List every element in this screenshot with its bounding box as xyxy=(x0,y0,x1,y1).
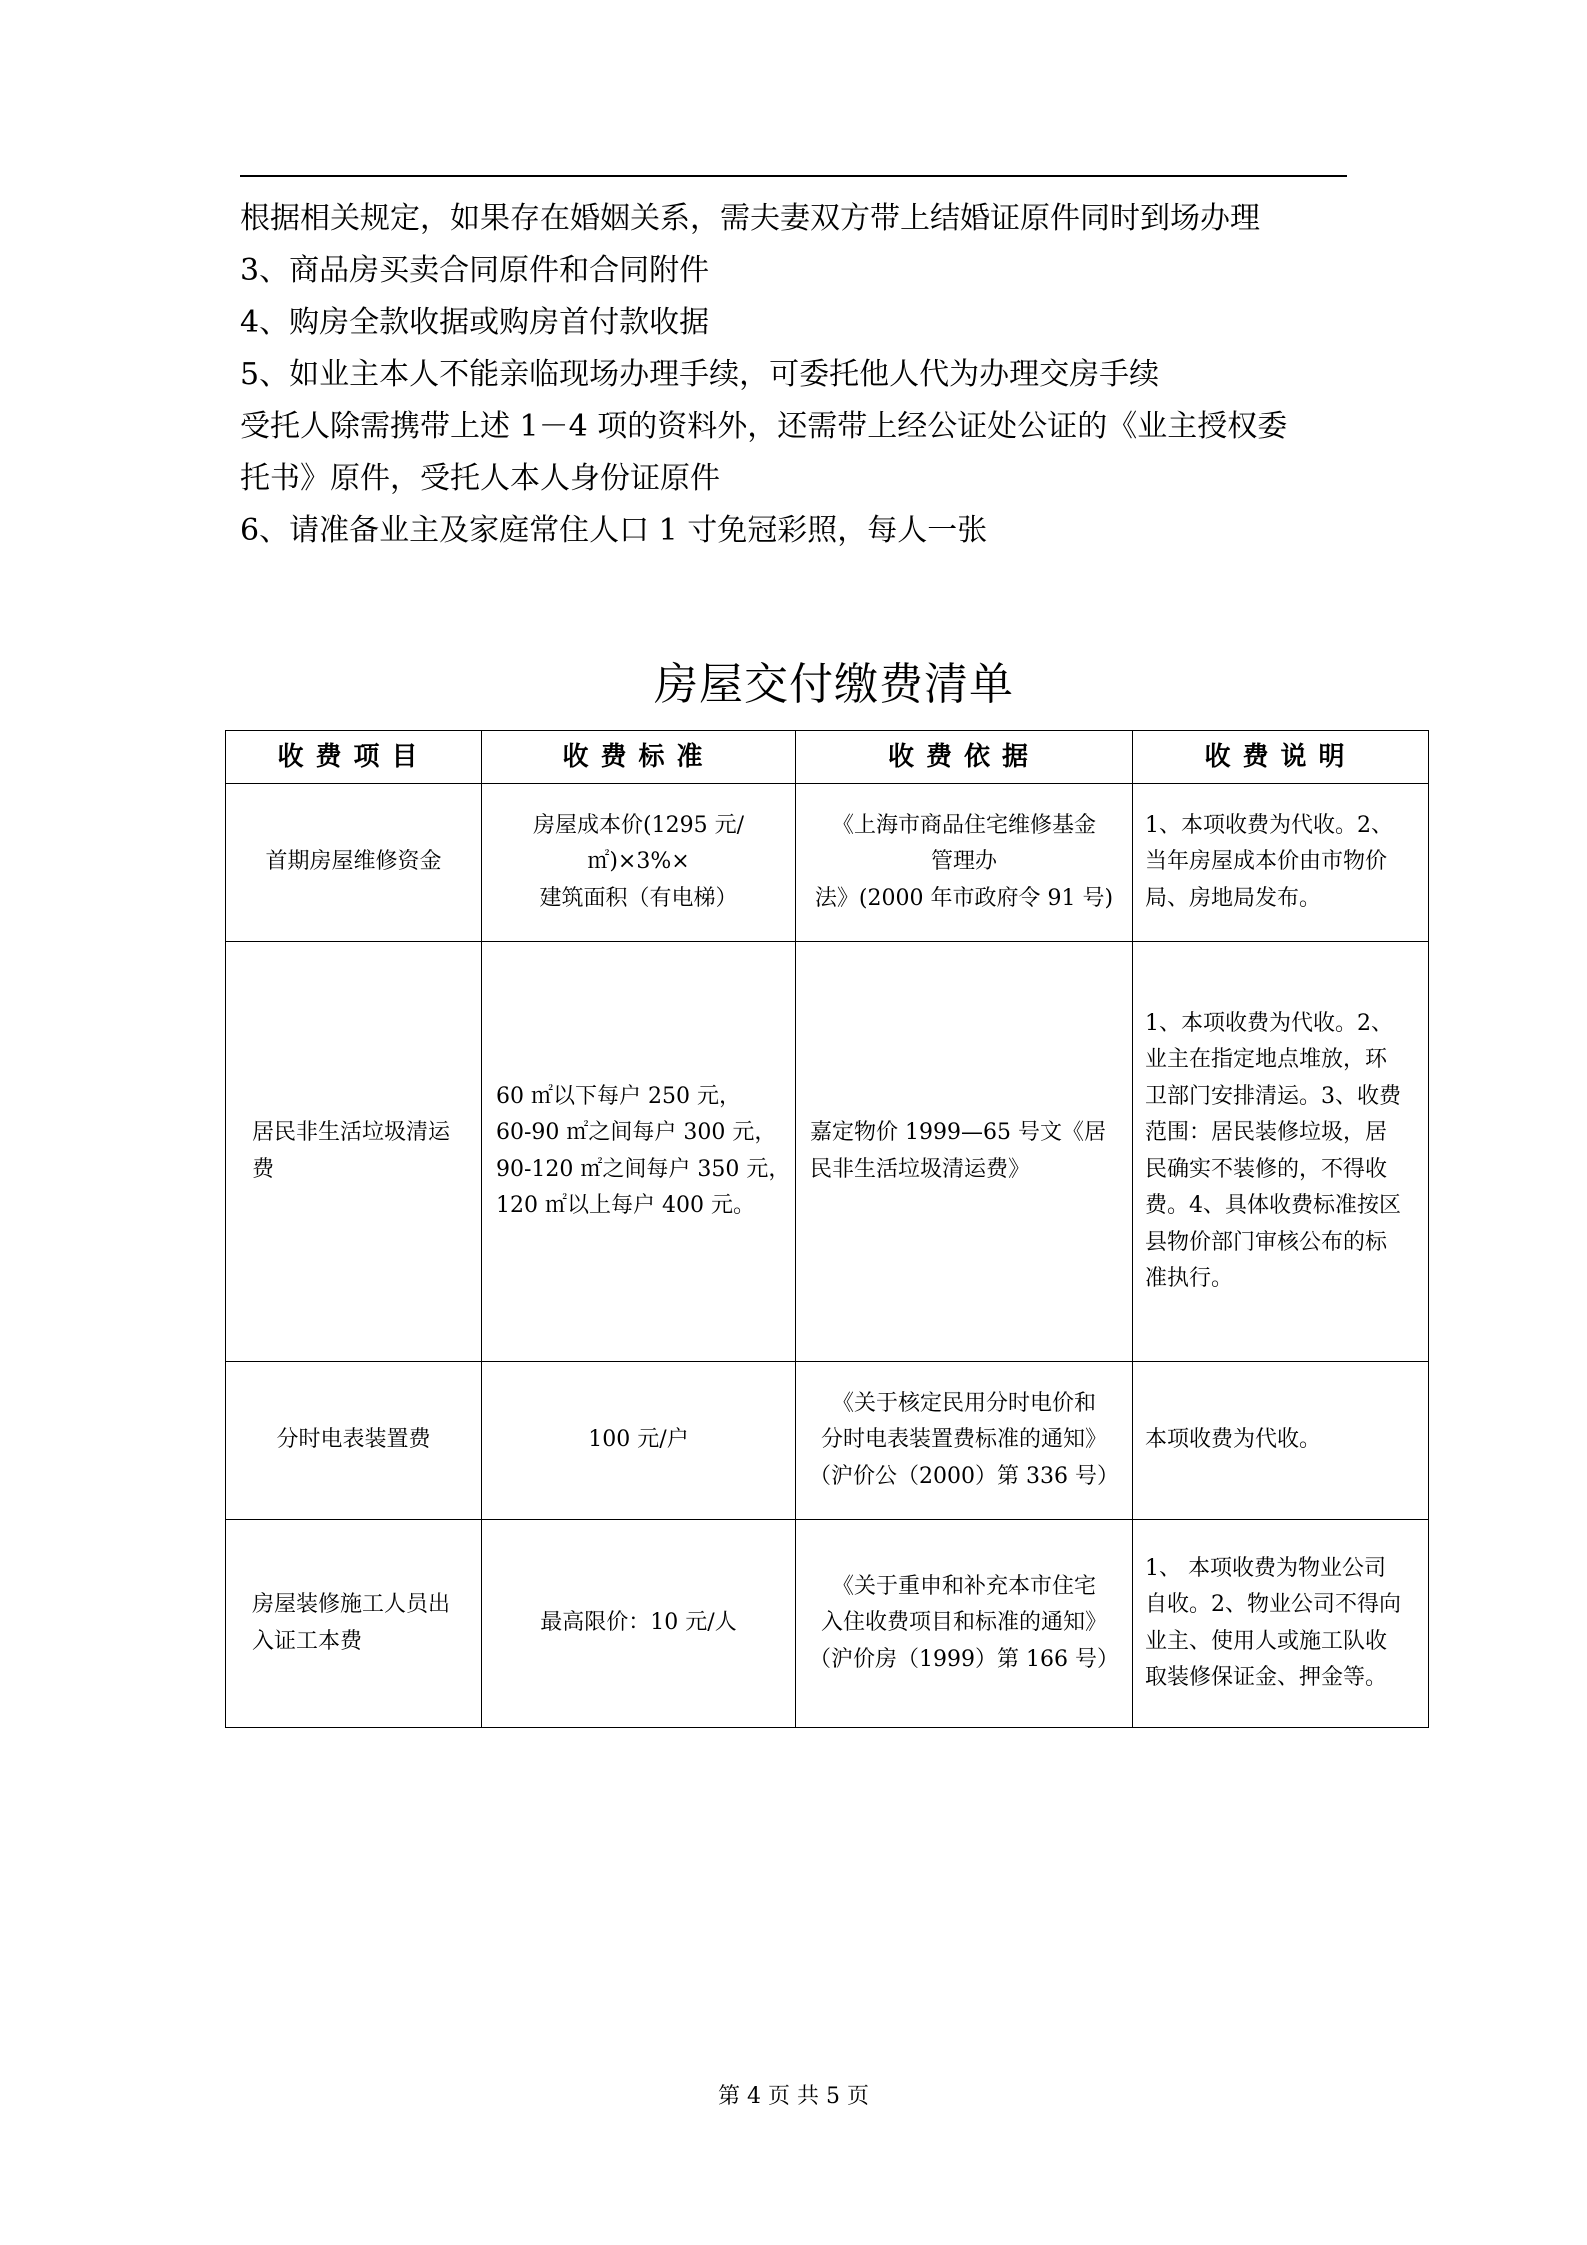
cell-fee-note xyxy=(1133,1362,1429,1520)
cell-line: 当年房屋成本价由市物价 xyxy=(1145,849,1388,875)
header-rule xyxy=(240,175,1347,177)
cell-line: 60-90 ㎡之间每户 300 元， xyxy=(496,1120,777,1145)
cell-line: 1、本项收费为代收。2、 xyxy=(1145,1010,1393,1036)
table-header-row xyxy=(226,731,1429,784)
cell-line: 《上海市商品住宅维修基金 xyxy=(831,812,1096,838)
paragraph-line: 4、购房全款收据或购房首付款收据 xyxy=(240,305,710,340)
cell-line: 费。4、具体收费标准按区 xyxy=(1145,1193,1401,1218)
cell-fee-item xyxy=(226,784,482,942)
cell-line: 100 元/户 xyxy=(588,1427,689,1453)
cell-line: 分时电表装置费 xyxy=(276,1427,431,1453)
cell-line: 业主、使用人或施工队收 xyxy=(1145,1628,1388,1654)
paragraph-line: 6、请准备业主及家庭常住人口 1 寸免冠彩照，每人一张 xyxy=(240,513,988,548)
cell-line: 本项收费为代收。 xyxy=(1145,1427,1322,1453)
paragraph-line: 托书》原件，受托人本人身份证原件 xyxy=(240,461,720,496)
cell-line: 卫部门安排清运。3、收费 xyxy=(1145,1083,1401,1109)
cell-line: 最高限价：10 元/人 xyxy=(540,1610,737,1636)
cell-fee-item xyxy=(226,1362,482,1520)
header-fee-standard: 收费标准 xyxy=(482,731,796,784)
cell-fee-note xyxy=(1133,1520,1429,1728)
cell-line: 居民非生活垃圾清运 xyxy=(252,1120,451,1145)
cell-fee-item xyxy=(226,942,482,1362)
cell-fee-basis xyxy=(796,784,1133,942)
cell-line: 1、 本项收费为物业公司 xyxy=(1145,1555,1386,1581)
cell-fee-basis xyxy=(796,1520,1133,1728)
cell-line: 入住收费项目和标准的通知》 xyxy=(820,1610,1107,1636)
cell-line: 县物价部门审核公布的标 xyxy=(1145,1229,1388,1255)
table-row xyxy=(226,1362,1429,1520)
table-row xyxy=(226,942,1429,1362)
cell-fee-note xyxy=(1133,942,1429,1362)
cell-line: 分时电表装置费标准的通知》 xyxy=(820,1427,1107,1453)
cell-fee-standard xyxy=(482,1520,796,1728)
table-row xyxy=(226,1520,1429,1728)
cell-line: 费 xyxy=(252,1156,275,1182)
cell-line: （沪价公（2000）第 336 号） xyxy=(809,1463,1119,1489)
cell-line: 房屋成本价(1295 元/ xyxy=(533,812,744,838)
cell-line: 《关于核定民用分时电价和 xyxy=(831,1390,1096,1416)
cell-fee-basis xyxy=(796,942,1133,1362)
cell-line: 60 ㎡以下每户 250 元， xyxy=(496,1083,741,1109)
cell-fee-note xyxy=(1133,784,1429,942)
cell-line: 取装修保证金、押金等。 xyxy=(1145,1665,1388,1690)
fee-table xyxy=(225,730,1429,1728)
header-fee-item: 收费项目 xyxy=(226,731,482,784)
table-row xyxy=(226,784,1429,942)
cell-line: ㎡)×3%× xyxy=(587,849,690,875)
paragraph-line: 根据相关规定，如果存在婚姻关系，需夫妻双方带上结婚证原件同时到场办理 xyxy=(240,201,1260,236)
cell-line: 范围：居民装修垃圾，居 xyxy=(1145,1120,1388,1145)
cell-line: 90-120 ㎡之间每户 350 元， xyxy=(496,1156,791,1182)
cell-line: 民确实不装修的，不得收 xyxy=(1145,1156,1388,1182)
cell-line: 嘉定物价 1999—65 号文《居 xyxy=(810,1120,1106,1145)
cell-fee-item xyxy=(226,1520,482,1728)
cell-line: 准执行。 xyxy=(1145,1266,1234,1291)
cell-line: 局、房地局发布。 xyxy=(1145,885,1322,911)
cell-line: 1、本项收费为代收。2、 xyxy=(1145,812,1393,838)
header-fee-basis: 收费依据 xyxy=(796,731,1133,784)
cell-line: 业主在指定地点堆放，环 xyxy=(1145,1047,1388,1072)
requirements-list xyxy=(240,193,1350,557)
cell-line: 管理办 xyxy=(930,849,997,875)
cell-line: 入证工本费 xyxy=(252,1628,363,1654)
cell-fee-basis xyxy=(796,1362,1133,1520)
header-fee-note: 收费说明 xyxy=(1133,731,1429,784)
cell-line: 120 ㎡以上每户 400 元。 xyxy=(496,1193,755,1218)
cell-line: 首期房屋维修资金 xyxy=(265,849,442,875)
cell-line: 《关于重申和补充本市住宅 xyxy=(831,1573,1096,1599)
cell-line: 法》(2000 年市政府令 91 号) xyxy=(814,885,1114,911)
cell-fee-standard xyxy=(482,942,796,1362)
paragraph-line: 3、商品房买卖合同原件和合同附件 xyxy=(240,253,710,288)
cell-line: （沪价房（1999）第 166 号） xyxy=(809,1646,1119,1672)
cell-line: 房屋装修施工人员出 xyxy=(252,1592,451,1617)
cell-line: 建筑面积（有电梯） xyxy=(539,885,738,911)
cell-fee-standard xyxy=(482,784,796,942)
paragraph-line: 5、如业主本人不能亲临现场办理手续，可委托他人代为办理交房手续 xyxy=(240,357,1160,392)
page-number-footer: 第 4 页 共 5 页 xyxy=(718,2084,869,2109)
cell-line: 民非生活垃圾清运费》 xyxy=(810,1156,1031,1182)
cell-line: 自收。2、物业公司不得向 xyxy=(1145,1592,1401,1617)
document-title: 房屋交付缴费清单 xyxy=(654,659,1014,710)
cell-fee-standard xyxy=(482,1362,796,1520)
paragraph-line: 受托人除需携带上述 1－4 项的资料外，还需带上经公证处公证的《业主授权委 xyxy=(240,409,1288,444)
